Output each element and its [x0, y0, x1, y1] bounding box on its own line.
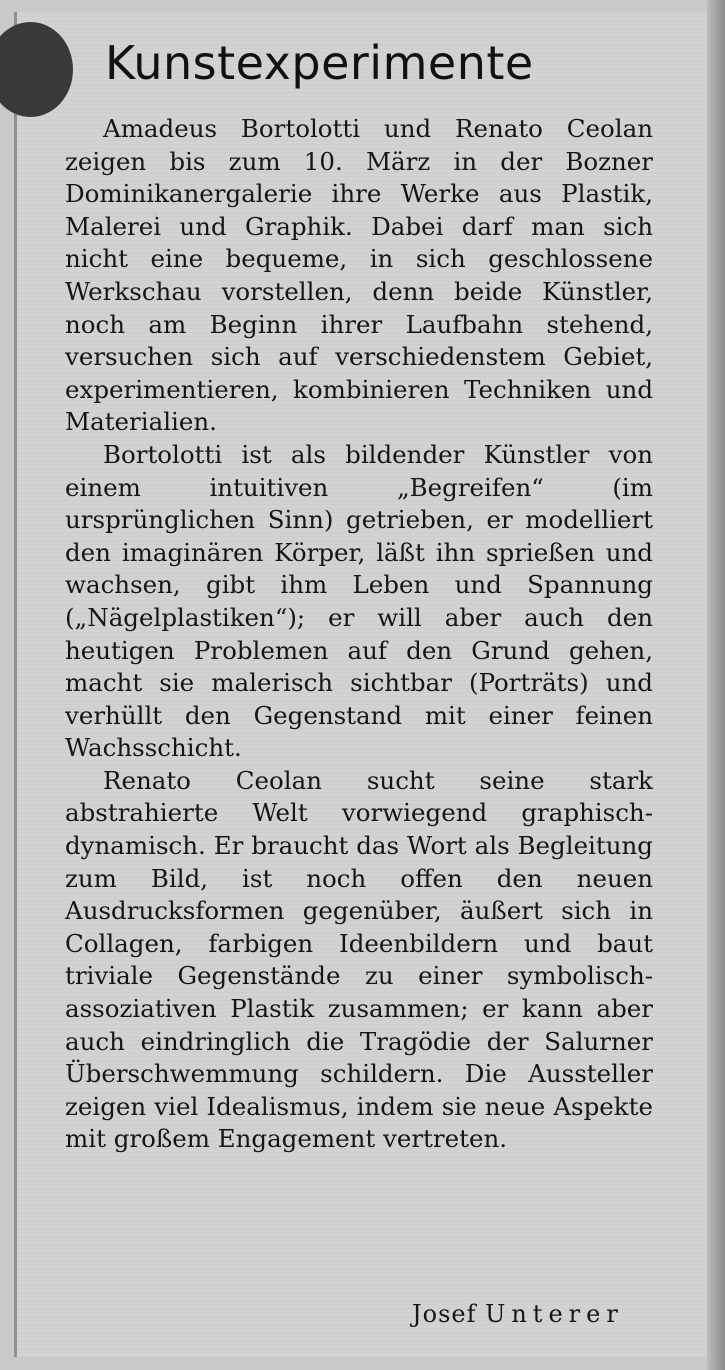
byline-first-name: Josef	[412, 1300, 477, 1328]
byline-surname: Unterer	[485, 1300, 624, 1328]
article-paragraph-3: Renato Ceolan sucht seine stark abstrahierte Welt vorwiegend graphisch-dynamisch. Er braucht das Wort als Begleitung zum Bild, ist noch offen den neuen Ausdrucksformen gegenüber, äußert sich in Collagen, farbigen Ideenbildern und baut triviale Gegenstände zu einer symbolisch-assoziativen Plastik zusammen; er kann aber auch eindringlich die Tragödie der Salurner Überschwemmung schildern. Die Aussteller zeigen viel Idealismus, indem sie neue Aspekte mit großem Engagement vertreten.	[65, 765, 653, 1154]
article-byline	[412, 1300, 624, 1328]
article-headline: Kunstexperimente	[105, 36, 534, 90]
article-body	[65, 113, 653, 1156]
article-paragraph-1: Amadeus Bortolotti und Renato Ceolan zeigen bis zum 10. März in der Bozner Dominikanergalerie ihre Werke aus Plastik, Malerei und Graphik. Dabei darf man sich nicht eine bequeme, in sich geschlossene Werkschau vorstellen, denn beide Künstler, noch am Beginn ihrer Laufbahn stehend, versuchen sich auf verschiedenstem Gebiet, experimentieren, kombinieren Techniken und Materialien.	[65, 114, 653, 437]
scan-edge	[707, 0, 725, 1370]
article-paragraph-2: Bortolotti ist als bildender Künstler von einem intuitiven „Begreifen“ (im ursprünglichen Sinn) getrieben, er modelliert den imaginären Körper, läßt ihn sprießen und wachsen, gibt ihm Leben und Spannung („Nägelplastiken“); er will aber auch den heutigen Problemen auf den Grund gehen, macht sie malerisch sichtbar (Porträts) und verhüllt den Gegenstand mit einer feinen Wachsschicht.	[65, 439, 653, 763]
